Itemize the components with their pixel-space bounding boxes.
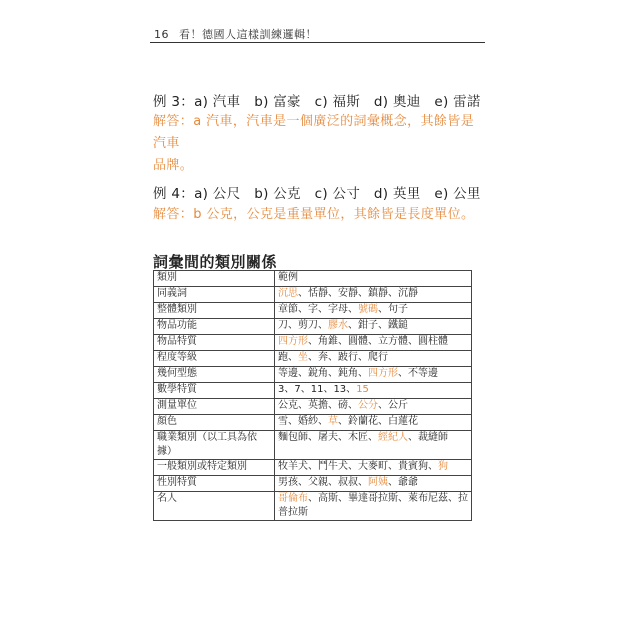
category-cell: 顏色 — [154, 415, 275, 431]
example-text: 、鈴蘭花、白蓮花 — [338, 416, 418, 427]
examples-cell — [275, 431, 472, 460]
table-row — [154, 476, 472, 492]
examples-cell — [275, 367, 472, 383]
table-row — [154, 431, 472, 460]
examples-cell — [275, 335, 472, 351]
category-cell: 性別特質 — [154, 476, 275, 492]
highlighted-example: 坐 — [298, 352, 308, 363]
table-row — [154, 351, 472, 367]
table-row — [154, 335, 472, 351]
example-text: 男孩、父親、叔叔、 — [278, 477, 368, 488]
running-title: 看！德國人這樣訓練邏輯！ — [179, 28, 317, 41]
example-text: 麵包師、屠夫、木匠、 — [278, 432, 378, 443]
category-relations-table — [153, 270, 472, 521]
example-text: 等邊、銳角、鈍角、 — [278, 368, 368, 379]
examples-cell — [275, 319, 472, 335]
example-text: 、高斯、畢達哥拉斯、萊布尼茲、拉普拉斯 — [278, 493, 468, 518]
table-row — [154, 367, 472, 383]
examples-cell — [275, 383, 472, 399]
example-text: 跑、 — [278, 352, 298, 363]
example-text: 章節、字、字母、 — [278, 304, 358, 315]
example-text: 、鉗子、鐵鎚 — [348, 320, 408, 331]
examples-cell — [275, 399, 472, 415]
example-4-question: 例 4：a) 公尺 b) 公克 c) 公寸 d) 英里 e) 公里 — [153, 186, 481, 202]
category-cell: 幾何型態 — [154, 367, 275, 383]
category-cell: 數學特質 — [154, 383, 275, 399]
highlighted-example: 15 — [356, 384, 369, 395]
highlighted-example: 膠水 — [328, 320, 348, 331]
highlighted-example: 四方形 — [368, 368, 398, 379]
examples-cell — [275, 287, 472, 303]
example-text: 牧羊犬、鬥牛犬、大麥町、貴賓狗、 — [278, 461, 438, 472]
examples-cell — [275, 415, 472, 431]
example-text: 雪、婚紗、 — [278, 416, 328, 427]
table-row — [154, 319, 472, 335]
table-row — [154, 287, 472, 303]
example-text: 、公斤 — [378, 400, 408, 411]
examples-cell — [275, 476, 472, 492]
example-text: 刀、剪刀、 — [278, 320, 328, 331]
example-text: 3、7、11、13、 — [278, 384, 357, 395]
examples-cell — [275, 460, 472, 476]
table-header-row — [154, 271, 472, 287]
category-cell: 名人 — [154, 492, 275, 521]
examples-cell — [275, 492, 472, 521]
table-row — [154, 383, 472, 399]
category-cell: 職業類別（以工具為依據） — [154, 431, 275, 460]
header-examples: 範例 — [275, 271, 472, 287]
highlighted-example: 阿姨 — [368, 477, 388, 488]
highlighted-example: 公分 — [358, 400, 378, 411]
example-text: 、奔、跛行、爬行 — [308, 352, 388, 363]
example-text: 、句子 — [378, 304, 408, 315]
table-row — [154, 415, 472, 431]
highlighted-example: 哥倫布 — [278, 493, 308, 504]
example-3-answer-line-2: 品牌。 — [153, 158, 194, 173]
category-cell: 程度等級 — [154, 351, 275, 367]
header-category: 類別 — [154, 271, 275, 287]
section-title: 詞彙間的類別關係 — [153, 253, 278, 271]
examples-cell — [275, 351, 472, 367]
page-number: 16 — [154, 28, 169, 41]
table-row — [154, 492, 472, 521]
example-4-answer: 解答：b 公克，公克是重量單位，其餘皆是長度單位。 — [153, 207, 475, 222]
table-row — [154, 460, 472, 476]
table-body — [154, 287, 472, 521]
example-text: 、裁縫師 — [408, 432, 448, 443]
example-text: 、爺爺 — [388, 477, 418, 488]
category-cell: 同義詞 — [154, 287, 275, 303]
examples-cell — [275, 303, 472, 319]
running-header — [154, 26, 317, 42]
highlighted-example: 經紀人 — [378, 432, 408, 443]
example-3-question: 例 3：a) 汽車 b) 富豪 c) 福斯 d) 奧迪 e) 雷諾 — [153, 94, 481, 110]
highlighted-example: 號碼 — [358, 304, 378, 315]
highlighted-example: 沉思 — [278, 288, 298, 299]
category-cell: 物品功能 — [154, 319, 275, 335]
highlighted-example: 狗 — [438, 461, 448, 472]
highlighted-example: 草 — [328, 416, 338, 427]
category-cell: 測量單位 — [154, 399, 275, 415]
table-row — [154, 399, 472, 415]
example-text: 、不等邊 — [398, 368, 438, 379]
highlighted-example: 四方形 — [278, 336, 308, 347]
example-text: 、恬靜、安靜、鎮靜、沉靜 — [298, 288, 418, 299]
table-row — [154, 303, 472, 319]
example-text: 、角錐、圓體、立方體、圓柱體 — [308, 336, 448, 347]
example-text: 公克、英擔、磅、 — [278, 400, 358, 411]
category-cell: 整體類別 — [154, 303, 275, 319]
example-3-answer-line-1: 解答：a 汽車，汽車是一個廣泛的詞彙概念，其餘皆是汽車 — [153, 114, 475, 151]
category-cell: 一般類別或特定類別 — [154, 460, 275, 476]
example-3-answer — [153, 111, 483, 177]
header-rule — [150, 42, 485, 43]
category-cell: 物品特質 — [154, 335, 275, 351]
